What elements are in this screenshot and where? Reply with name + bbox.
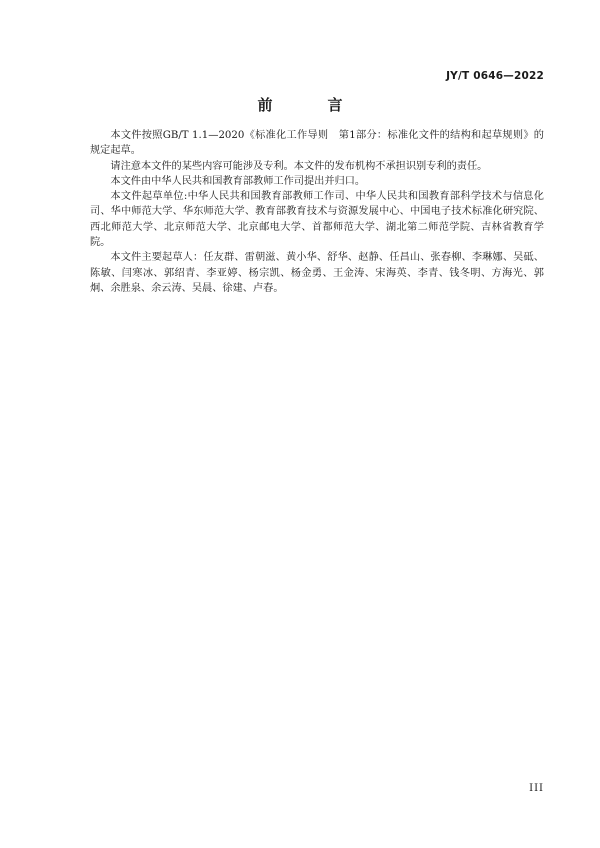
paragraph-drafting-rules: 本文件按照GB/T 1.1—2020《标准化工作导则 第1部分：标准化文件的结构和起草规则》的规定起草。 [90,130,544,157]
paragraph-patent-notice: 请注意本文件的某些内容可能涉及专利。本文件的发布机构不承担识别专利的责任。 [110,160,488,172]
foreword-body [90,128,544,296]
paragraph-main-drafters: 本文件主要起草人：任友群、雷朝滋、黄小华、舒华、赵静、任昌山、张春柳、李琳娜、吴砥、陈敏、闫寒冰、郭绍青、李亚婷、杨宗凯、杨金勇、王金涛、宋海英、李青、钱冬明、方海光、郭炯、余胜泉、余云涛、吴晨、徐建、卢春。 [90,252,544,294]
page-title: 前 言 [257,96,363,114]
page-number: III [529,783,544,794]
document-code: JY/T 0646—2022 [446,70,544,82]
paragraph-drafting-units: 本文件起草单位:中华人民共和国教育部教师工作司、中华人民共和国教育部科学技术与信息化司、华中师范大学、华东师范大学、教育部教育技术与资源发展中心、中国电子技术标准化研究院、西北师范大学、北京师范大学、北京邮电大学、首都师范大学、湖北第二师范学院、吉林省教育学院。 [90,191,544,249]
paragraph-proposer: 本文件由中华人民共和国教育部教师工作司提出并归口。 [110,175,366,187]
